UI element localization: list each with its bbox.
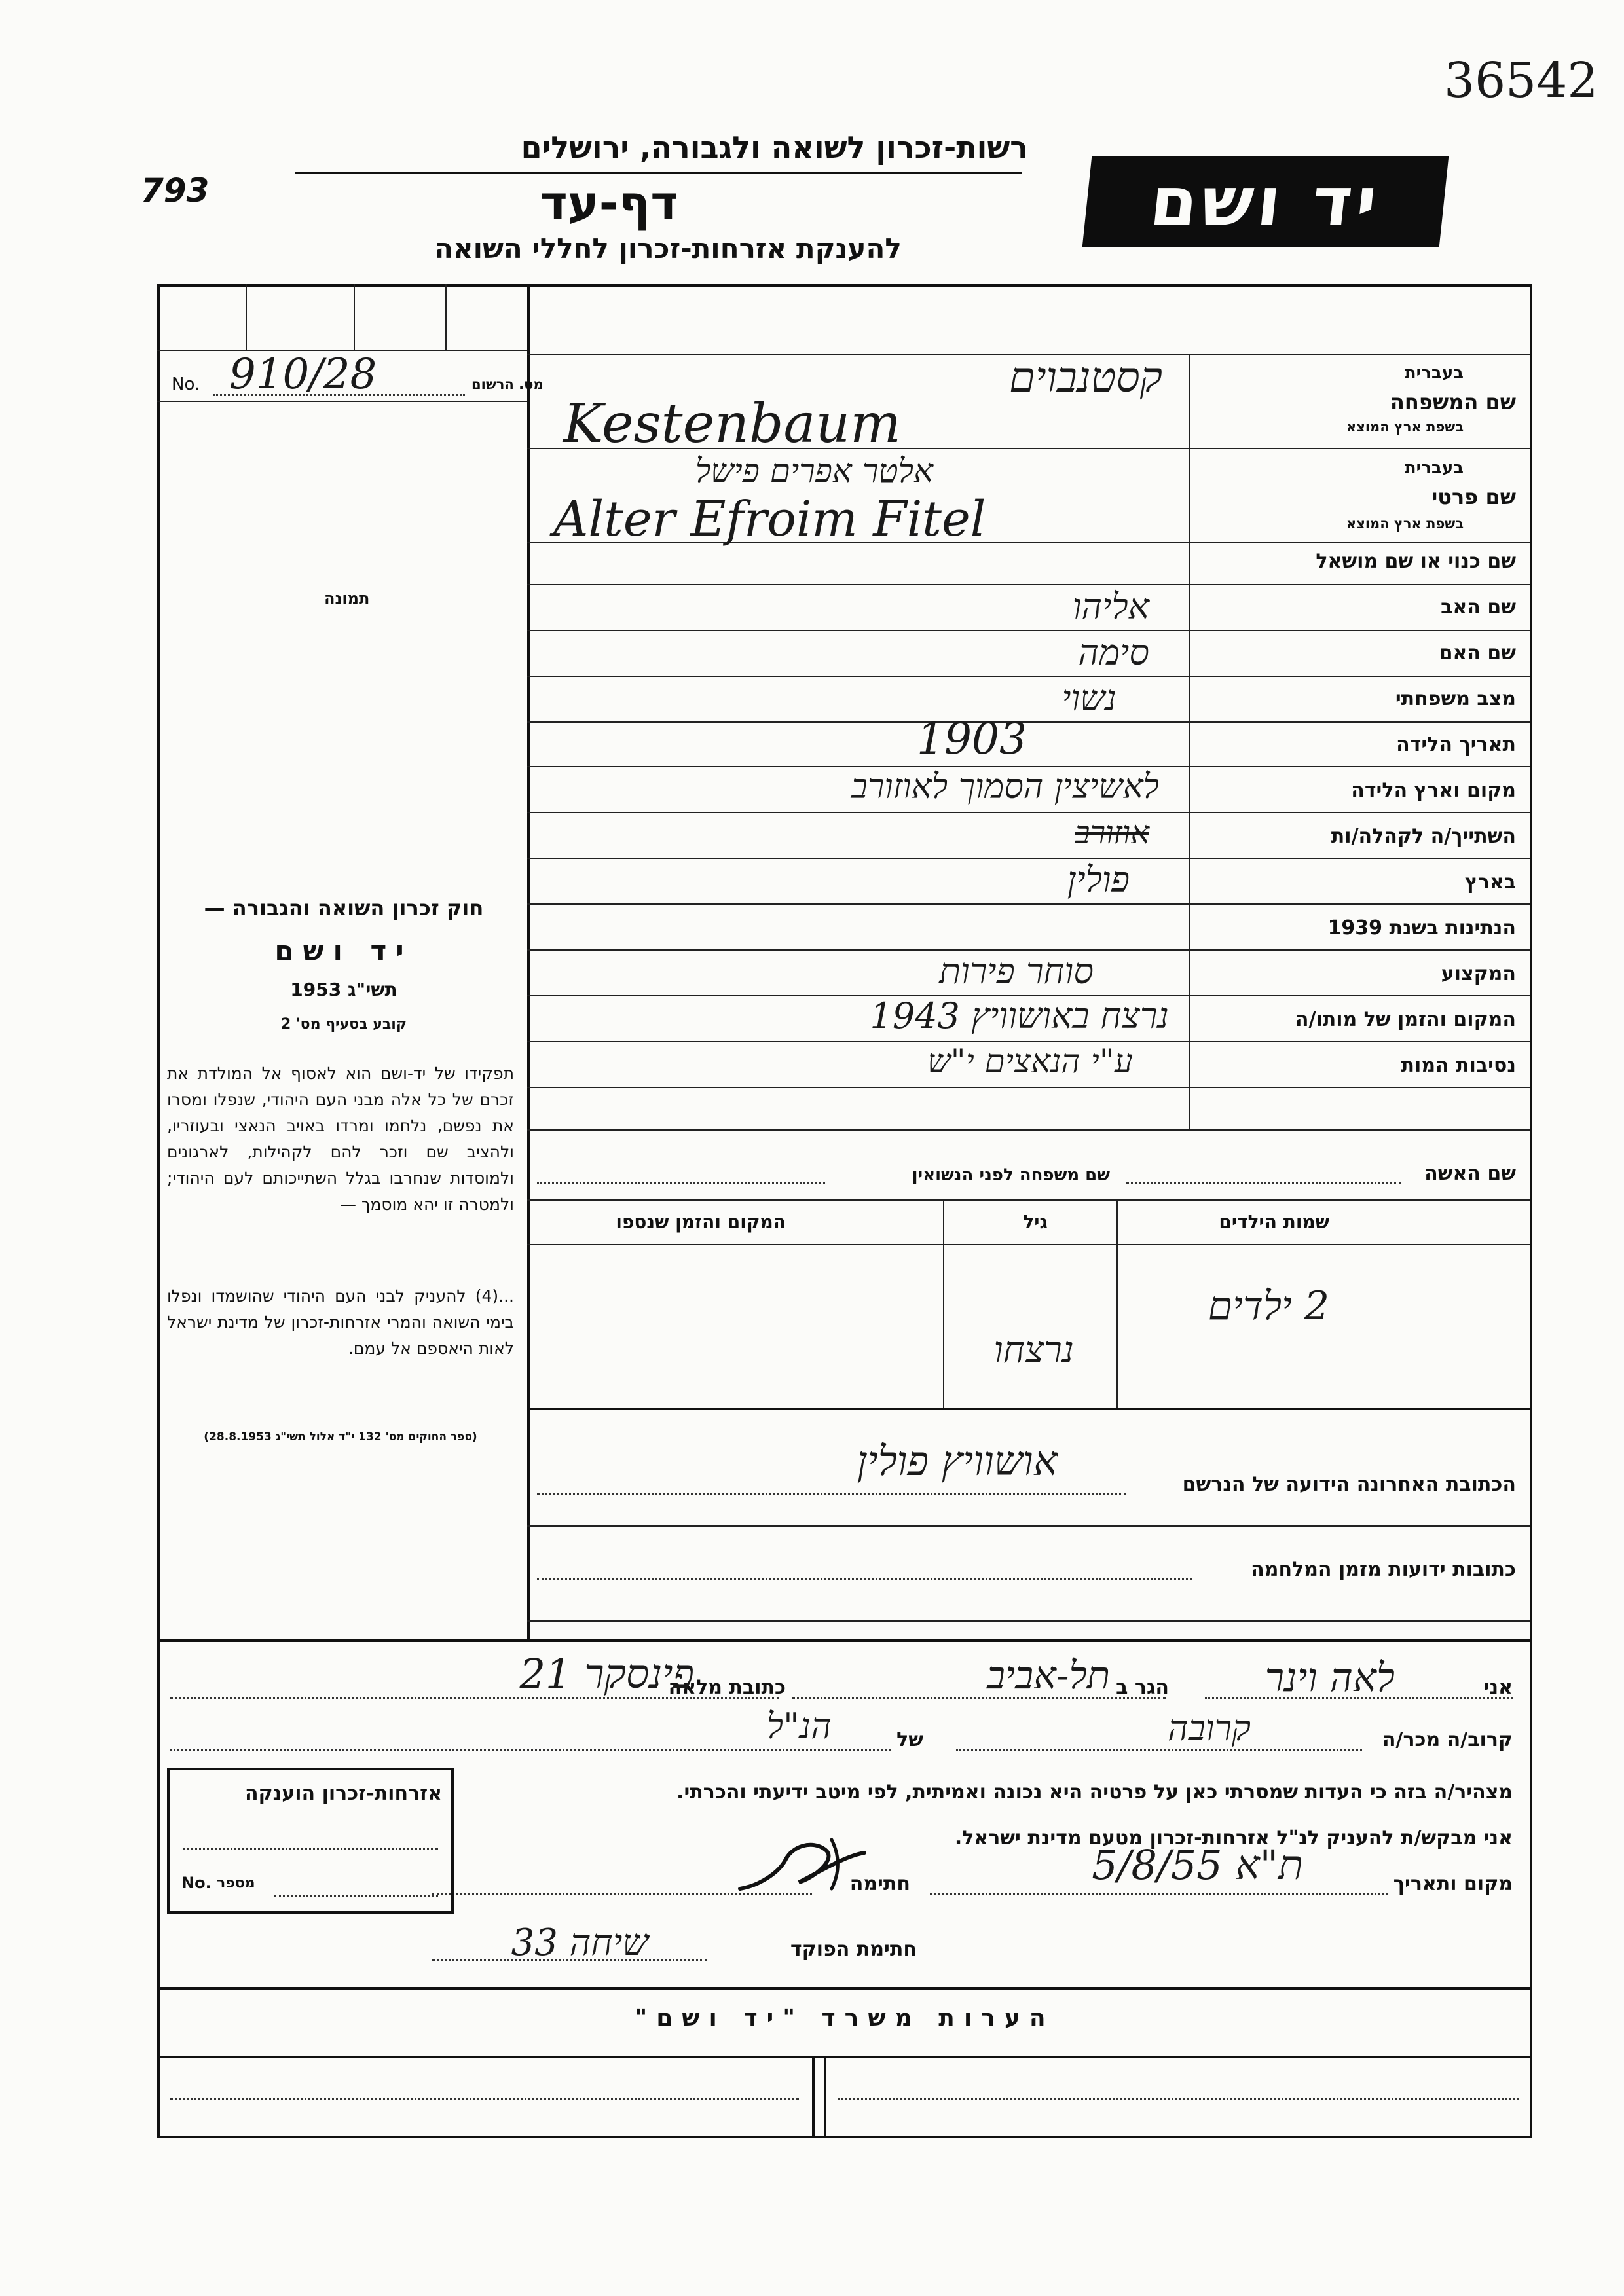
community-value: אוזורב <box>1075 814 1149 851</box>
last-address-label: הכתובת האחרונה הידועה של הנרשם <box>1182 1473 1516 1496</box>
left-column-divider <box>527 284 530 1639</box>
children-row-1: 2 ילדים <box>1208 1283 1329 1329</box>
office-notes-label: הערות משרד "יד ושם" <box>635 2005 1055 2032</box>
law-name: יד ושם <box>274 935 413 967</box>
declarant-i-label: אני <box>1483 1676 1513 1699</box>
archive-number: 36542 <box>1444 52 1598 109</box>
law-year: תשי"ג 1953 <box>290 979 397 1000</box>
children-row-2: נרצחו <box>993 1329 1074 1372</box>
wife-maiden-label: שם משפחה לפני הנשואין <box>912 1165 1110 1185</box>
first-name-label: שם פרטי <box>1431 484 1516 509</box>
registration-no-label: No. <box>172 374 200 394</box>
family-name-origin-label: בשפת ארץ המוצא <box>1346 419 1464 435</box>
nickname-label: שם כנוי או שם מושאל <box>1316 550 1516 573</box>
family-name-hebrew: קסטנבוים <box>1008 354 1162 402</box>
header-underline <box>295 172 1022 174</box>
country-value: פולין <box>1067 859 1130 900</box>
first-name-origin-label: בשפת ארץ המוצא <box>1346 516 1464 532</box>
place-date-label: מקום ותאריך <box>1393 1872 1513 1895</box>
request-text: אני מבקש/ת להעניק לנ"ל אזרחות-זכרון מטעם מדינת ישראל. <box>954 1827 1513 1850</box>
of-label: של <box>896 1728 923 1751</box>
yad-vashem-logo <box>1082 156 1449 247</box>
birth-place-label: מקום וארץ הלידה <box>1351 779 1516 802</box>
mother-value: סימה <box>1078 632 1149 673</box>
children-place-header: המקום והזמן שנספו <box>616 1211 786 1233</box>
declarant-city: תל-אביב <box>986 1653 1110 1698</box>
last-address-value: אושוויץ פולין <box>857 1437 1058 1485</box>
citizenship-box-number-label: מספר <box>217 1875 255 1891</box>
family-name-label: שם המשפחה <box>1390 390 1516 414</box>
of-value: הנ"ל <box>766 1705 832 1747</box>
registration-label: מס. הרשום <box>471 376 544 392</box>
law-paragraph-2: ...(4) להעניק לבני העם היהודי שהושמדו ונפלו בימי השואה והמרי אזרחות-זכרון של מדינת ישראל לאות היאספם אל עמם. <box>167 1286 514 1358</box>
frame-left <box>157 284 160 2137</box>
community-label: השתייך/ה לקהלה/ות <box>1331 825 1516 848</box>
declarant-resides-label: הגר ב <box>1116 1676 1169 1699</box>
marital-status-value: נשוי <box>1061 678 1116 719</box>
label-column-divider <box>1189 354 1190 1129</box>
signature-label: חתימה <box>849 1872 910 1895</box>
photo-label: תמונה <box>324 589 370 608</box>
header-authority: רשות-זכרון לשואה ולגבורה, ירושלים <box>521 130 1028 165</box>
official-signature-label: חתימת הפוקד <box>790 1938 917 1961</box>
death-circumstances-label: נסיבות המות <box>1401 1054 1516 1077</box>
serial-stamp: 793 <box>141 172 210 210</box>
declarant-name: לאה וינר <box>1264 1655 1395 1701</box>
death-value: נרצח באושוויץ 1943 <box>870 995 1169 1036</box>
form-title: דף-עד <box>540 175 678 230</box>
relative-value: קרובה <box>1168 1707 1251 1749</box>
citizenship-box-title: אזרחות-זכרון הוענקה <box>244 1782 442 1805</box>
law-paragraph-1: תפקידו של יד-ושם הוא לאסוף אל המולדת את זכרם של כל אלה מבני העם היהודי, שנפלו ומסרו את נפשם, נלחמו ומרדו באויב הנאצי ובעוזריו, ולהציב שם וזכר להם לקהילות, לארגונים ולמוסדות שנחרבו בגלל השתייכותם לעם היהודי; ולמטרה זו יהא מוסמך — <box>167 1064 514 1214</box>
country-label: בארץ <box>1464 871 1516 894</box>
children-names-header: שמות הילדים <box>1219 1211 1329 1233</box>
war-addresses-label: כתובות ידועות מזמן המלחמה <box>1251 1558 1516 1581</box>
registration-number: 910/28 <box>229 350 377 399</box>
frame-top <box>157 284 1532 287</box>
full-address-label: כתובת מלאה <box>668 1676 786 1699</box>
family-name-latin: Kestenbaum <box>563 393 901 455</box>
law-heading: חוק זכרון השואה והגבורה — <box>204 896 484 920</box>
first-name-latin: Alter Efroim Fitel <box>553 491 986 547</box>
mother-label: שם האם <box>1439 642 1516 665</box>
signature-scribble <box>733 1827 877 1905</box>
logo-text: יד ושם <box>1146 162 1385 242</box>
citizenship-box-no-label: No. <box>181 1874 212 1892</box>
law-clause: קובע בסעיף מס' 2 <box>280 1016 407 1032</box>
birth-date-value: 1903 <box>917 714 1027 764</box>
father-value: אליהו <box>1072 586 1149 627</box>
family-name-hebrew-label: בעברית <box>1404 363 1464 383</box>
children-age-header: גיל <box>1023 1211 1048 1233</box>
marital-status-label: מצב משפחתי <box>1395 687 1516 710</box>
father-label: שם האב <box>1441 596 1516 619</box>
death-circumstances-value: ע"י הנאצים י"ש <box>927 1042 1133 1080</box>
frame-bottom <box>157 2136 1532 2138</box>
occupation-value: סוחר פירות <box>939 951 1094 992</box>
occupation-label: המקצוע <box>1441 962 1516 985</box>
first-name-hebrew: אלטר אפרים פישל <box>695 452 933 490</box>
declaration-text: מצהיר/ה בזה כי העדות שמסרתי כאן על פרטיה היא נכונה ואמיתית, לפי מיטב ידיעתי והכרתי. <box>676 1781 1513 1804</box>
law-citation: (ספר החוקים מס' 132 י"ד אלול תשי"ג 28.8.1953) <box>204 1430 477 1444</box>
wife-label: שם האשה <box>1424 1162 1516 1185</box>
full-address-value: פינסקר 21 <box>519 1650 694 1698</box>
place-date-value: ת"א 5/8/55 <box>1092 1841 1303 1889</box>
declarant-signature <box>733 1827 877 1905</box>
death-label: המקום והזמן של מותו/ה <box>1295 1008 1516 1031</box>
relative-label: קרוב/ה מכר/ה <box>1382 1728 1513 1751</box>
first-name-hebrew-label: בעברית <box>1404 458 1464 478</box>
frame-right <box>1530 284 1532 2137</box>
official-signature-value: שיחה 33 <box>511 1922 648 1964</box>
birth-place-value: לאשיצין הסמוך לאוזורב <box>851 767 1159 807</box>
citizenship-granted-box <box>167 1768 454 1914</box>
form-subtitle: להענקת אזרחות-זכרון לחללי השואה <box>434 232 902 264</box>
birth-date-label: תאריך הלידה <box>1396 733 1516 756</box>
citizenship-label: הנתינות בשנת 1939 <box>1327 917 1516 939</box>
